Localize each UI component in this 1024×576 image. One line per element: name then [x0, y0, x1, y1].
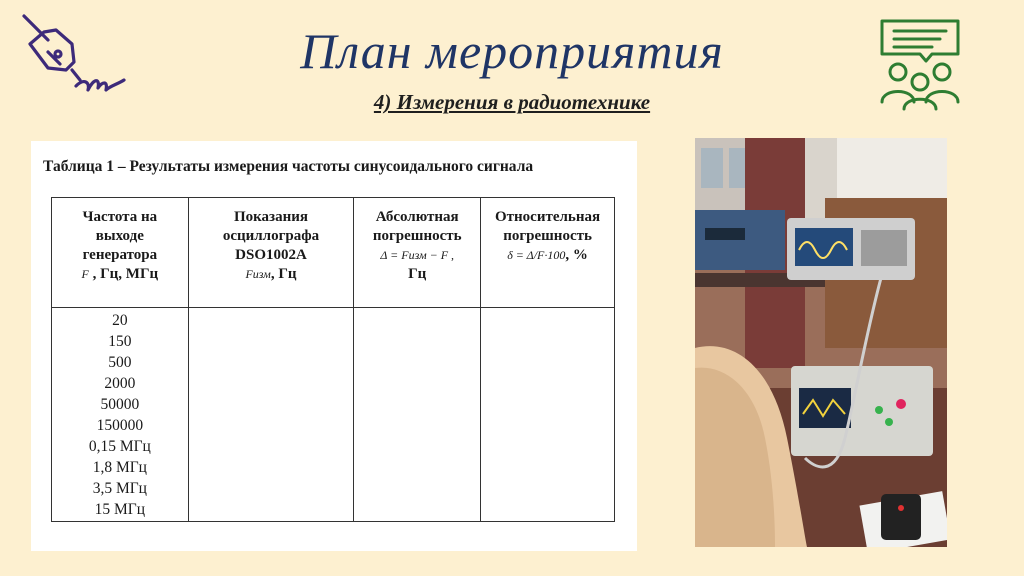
frequency-value: 1,8 МГц	[92, 459, 147, 476]
absolute-error-cell	[354, 308, 481, 522]
relative-error-cell	[481, 308, 615, 522]
oscilloscope-readings-cell	[188, 308, 354, 522]
frequency-value: 150000	[96, 417, 144, 434]
table-panel	[31, 141, 637, 551]
frequency-value: 15 МГц	[94, 501, 146, 518]
frequency-value: 2000	[104, 375, 136, 392]
header-absolute-error: Абсолютная погрешность Δ = Fизм − F , Гц	[354, 198, 481, 308]
frequency-list-cell	[52, 308, 189, 522]
table-row	[52, 308, 615, 522]
table-caption: Таблица 1 – Результаты измерения частоты синусоидального сигнала	[43, 158, 534, 175]
frequency-value: 20	[112, 312, 128, 329]
frequency-value: 3,5 МГц	[92, 480, 147, 497]
results-table	[51, 197, 615, 522]
header-relative-error: Относительная погрешность δ = Δ/F·100, %	[481, 198, 615, 308]
slide-title: План мероприятия	[300, 23, 724, 79]
frequency-value: 150	[108, 333, 132, 350]
frequency-value: 0,15 МГц	[88, 438, 151, 455]
header-oscilloscope: Показания осциллографа DSO1002A Fизм, Гц	[188, 198, 354, 308]
header-frequency: Частота на выходе генератора F , Гц, МГц	[52, 198, 189, 308]
slide-subtitle: 4) Измерения в радиотехнике	[373, 90, 651, 114]
frequency-value: 500	[108, 354, 132, 371]
frequency-value: 50000	[100, 396, 140, 413]
lab-photo	[695, 138, 947, 547]
table-header-row	[52, 198, 615, 308]
